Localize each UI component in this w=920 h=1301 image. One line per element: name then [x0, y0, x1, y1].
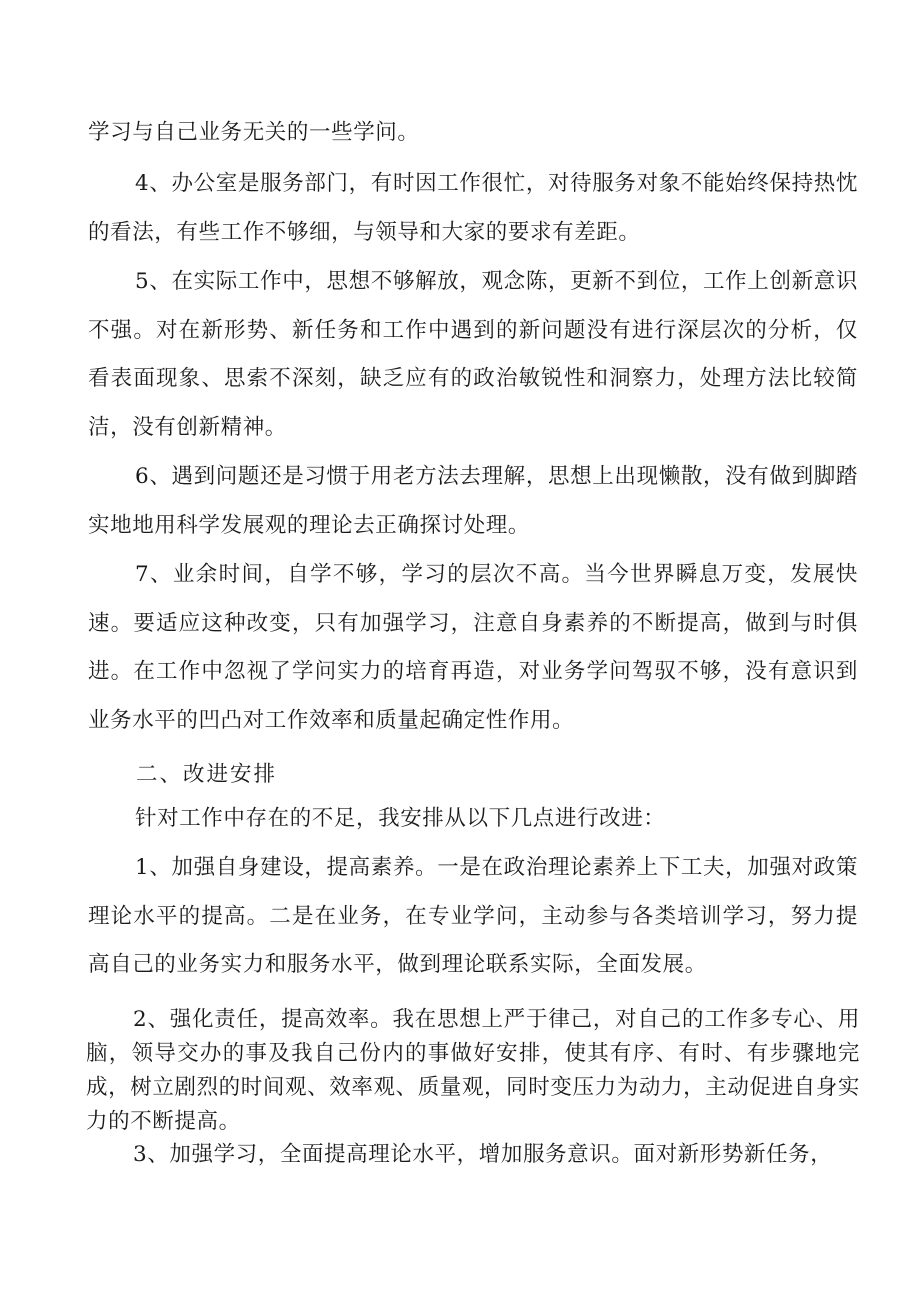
paragraph-item-6: 6、遇到问题还是习惯于用老方法去理解，思想上出现懒散，没有做到脚踏实地地用科学发展观的理论去正确探讨处理。 [88, 464, 858, 538]
paragraph-item-4: 4、办公室是服务部门，有时因工作很忙，对待服务对象不能始终保持热忱的看法，有些工作不够细，与领导和大家的要求有差距。 [88, 171, 858, 245]
improvement-item-1: 1、加强自身建设，提高素养。一是在政治理论素养上下工夫，加强对政策理论水平的提高。二是在业务，在专业学问，主动参与各类培训学习，努力提高自己的业务实力和服务水平，做到理论联系实际，全面发展。 [88, 855, 858, 978]
paragraph-item-7: 7、业余时间，自学不够，学习的层次不高。当今世界瞬息万变，发展快速。要适应这种改变，只有加强学习，注意自身素养的不断提高，做到与时俱进。在工作中忽视了学问实力的培育再造，对业务学问驾驭不够，没有意识到业务水平的凹凸对工作效率和质量起确定性作用。 [88, 562, 858, 733]
improvement-item-2: 2、强化责任，提高效率。我在思想上严于律己，对自己的工作多专心、用脑，领导交办的事及我自己份内的事做好安排，使其有序、有时、有步骤地完成，树立剧烈的时间观、效率观、质量观，同时变压力为动力，主动促进自身实力的不断提高。 [86, 1007, 860, 1134]
section-heading: 二、改进安排 [136, 762, 278, 787]
paragraph-item-5: 5、在实际工作中，思想不够解放，观念陈，更新不到位，工作上创新意识不强。对在新形势、新任务和工作中遇到的新问题没有进行深层次的分析，仅看表面现象、思索不深刻，缺乏应有的政治敏锐性和洞察力，处理方法比较简洁，没有创新精神。 [88, 269, 858, 440]
intro-paragraph: 针对工作中存在的不足，我安排从以下几点进行改进： [135, 806, 666, 831]
paragraph-continuation: 学习与自己业务无关的一些学问。 [88, 120, 420, 145]
improvement-item-3: 3、加强学习，全面提高理论水平，增加服务意识。面对新形势新任务， [133, 1142, 833, 1167]
